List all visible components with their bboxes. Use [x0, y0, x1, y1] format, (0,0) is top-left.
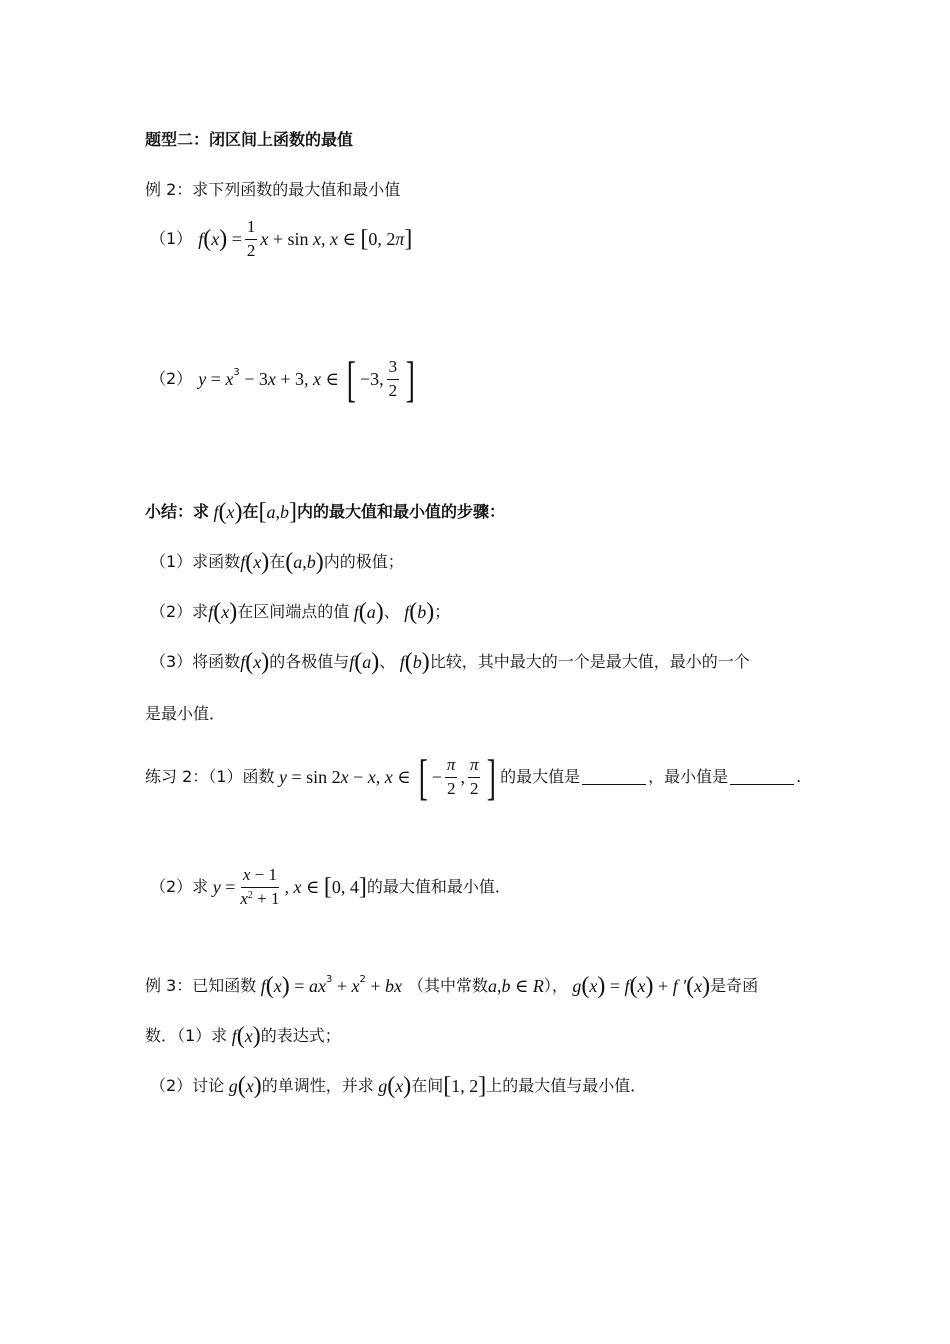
- example-3-line-1: 例 3：已知函数 f ( x ) = ax $^3$ + x $^2$ + bx （其中常数 a , b ∈ R ）， g ( x ) = f ( x ) + f ′ ( x ) 是奇函: [145, 973, 759, 999]
- formula-1: f ( x ) = $\frac{1}{2}$ x + sin x , x ∈ [ 0, 2 π ]: [198, 217, 413, 260]
- example-3-part-2: （2）讨论 g ( x ) 的单调性，并求 g ( x ) 在间 [ 1, 2 ] 上的最大值与最小值．: [150, 1073, 647, 1099]
- formula-2: y = x $^3$ − 3 x + 3, x ∈ [ −3, $\frac{3}{2}$ ]: [198, 351, 416, 407]
- example-2-intro: 例 2：求下列函数的最大值和最小值: [145, 180, 401, 199]
- summary-step-2: （2）求 f ( x ) 在区间端点的值 f ( a ) 、 f ( b ) ；: [150, 599, 451, 625]
- summary-step-1: （1）求函数 f ( x ) 在 ( a , b ) 内的极值；: [150, 549, 404, 575]
- exercise-2-part-2: （2）求 y = $\frac{x - 1}{x^2 + 1}$ , x ∈ [ 0, 4 ] 的最大值和最小值．: [150, 865, 511, 908]
- max-answer-blank[interactable]: [582, 770, 646, 785]
- min-answer-blank[interactable]: [730, 770, 794, 785]
- example-2-part-1: （1） f ( x ) = $\frac{1}{2}$ x + sin x , x ∈ [ 0, 2 π ]: [150, 217, 413, 260]
- section-title: 题型二：闭区间上函数的最值: [145, 130, 354, 149]
- example-2-part-2: （2） y = x $^3$ − 3 x + 3, x ∈ [ −3, $\frac{3}{2}$ ]: [150, 354, 419, 404]
- exercise-2-part-1: 练习 2：（1）函数 y = sin 2 x − x , x ∈ [ − $\frac{\pi}{2}$ , $\frac{\pi}{2}$ ] 的最大值是 ，最小值是 .: [145, 749, 802, 805]
- summary-step-3: （3）将函数 f ( x ) 的各极值与 f ( a ) 、 f ( b ) 比较，其中最大的一个是最大值，最小的一个: [150, 649, 750, 675]
- example-3-line-2: 数．（1）求 f ( x ) 的表达式；: [145, 1023, 341, 1049]
- summary-step-3-cont: 是最小值．: [145, 704, 226, 723]
- summary-heading: 小结：求 f ( x ) 在 [ a , b ] 内的最大值和最小值的步骤：: [145, 499, 506, 525]
